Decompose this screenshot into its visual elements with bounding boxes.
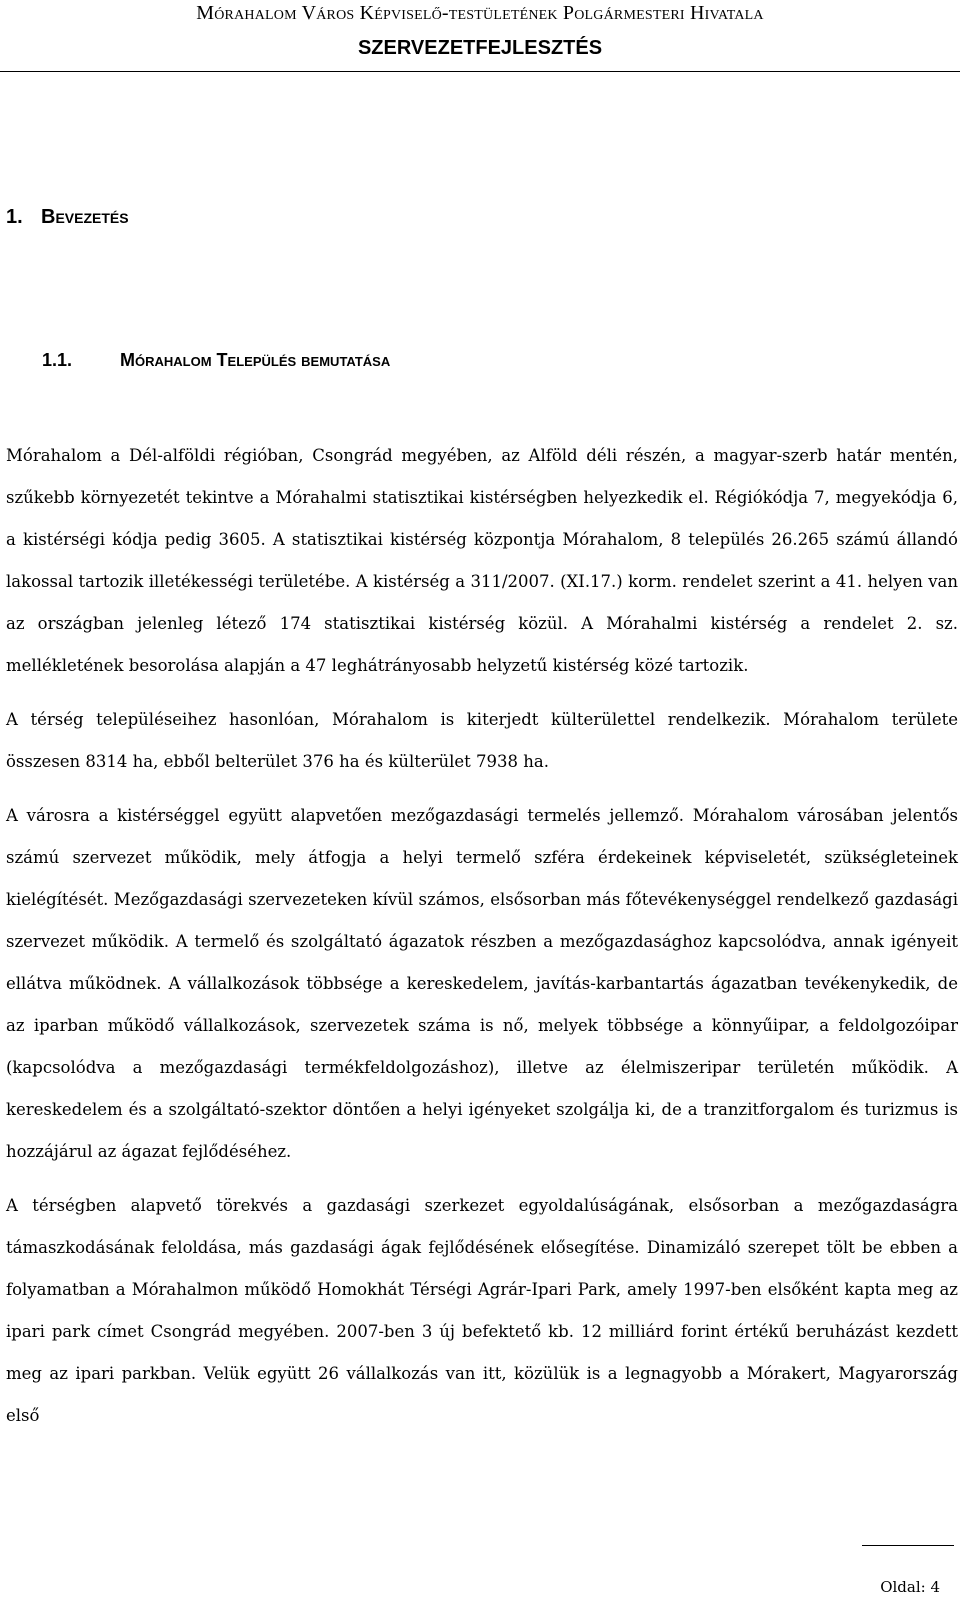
subsection-heading <box>42 350 390 371</box>
paragraph: A városra a kistérséggel együtt alapvetően mezőgazdasági termelés jellemző. Mórahalom városában jelentős számú szervezet működik, mely átfogja a helyi termelő szféra érdekeinek képviseletét, szükségleteinek kielégítését. Mezőgazdasági szervezeteken kívül számos, elsősorban más főtevékenységgel rendelkező gazdasági szervezet működik. A termelő és szolgáltató ágazatok részben a mezőgazdasághoz kapcsolódva, annak igényeit ellátva működnek. A vállalkozások többsége a kereskedelem, javítás-karbantartás ágazatban tevékenykedik, de az iparban működő vállalkozások, szervezetek száma is nő, melyek többsége a könnyűipar, a feldolgozóipar (kapcsolódva a mezőgazdasági termékfeldolgozáshoz), illetve az élelmiszeripar területén működik. A kereskedelem és a szolgáltató-szektor döntően a helyi igényeket szolgálja ki, de a tranzitforgalom és turizmus is hozzájárul az ágazat fejlődéséhez. <box>6 806 958 1161</box>
section-title: Bevezetés <box>41 206 129 228</box>
paragraph: Mórahalom a Dél-alföldi régióban, Csongrád megyében, az Alföld déli részén, a magyar-szerb határ mentén, szűkebb környezetét tekintve a Mórahalmi statisztikai kistérségben helyezkedik el. Régiókódja 7, megyekódja 6, a kistérségi kódja pedig 3605. A statisztikai kistérség központja Mórahalom, 8 település 26.265 számú állandó lakossal tartozik illetékességi területébe. A kistérség a 311/2007. (XI.17.) korm. rendelet szerint a 41. helyen van az országban jelenleg létező 174 statisztikai kistérség közül. A Mórahalmi kistérség a rendelet 2. sz. mellékletének besorolása alapján a 47 leghátrányosabb helyzetű kistérség közé tartozik. <box>6 446 958 675</box>
subsection-title: Mórahalom Település bemutatása <box>120 350 391 370</box>
paragraph: A térség településeihez hasonlóan, Mórahalom is kiterjedt külterülettel rendelkezik. Mórahalom területe összesen 8314 ha, ebből belterület 376 ha és külterület 7938 ha. <box>6 710 958 771</box>
paragraph: A térségben alapvető törekvés a gazdasági szerkezet egyoldalúságának, elsősorban a mezőgazdaságra támaszkodásának feloldása, más gazdasági ágak fejlődésének elősegítése. Dinamizáló szerepet tölt be ebben a folyamatban a Mórahalmon működő Homokhát Térségi Agrár-Ipari Park, amely 1997-ben elsőként kapta meg az ipari park címet Csongrád megyében. 2007-ben 3 új befektető kb. 12 milliárd forint értékű beruházást kezdett meg az ipari parkban. Velük együtt 26 vállalkozás van itt, közülük is a legnagyobb a Mórakert, Magyarország első <box>6 1196 958 1425</box>
header-organization: Mórahalom Város Képviselő-testületének Polgármesteri Hivatala <box>196 2 764 24</box>
footer-divider <box>862 1545 954 1546</box>
section-heading <box>6 206 129 229</box>
header-subtitle: SZERVEZETFEJLESZTÉS <box>357 37 603 59</box>
subsection-number: 1.1. <box>42 350 73 370</box>
section-number: 1. <box>6 206 23 228</box>
body-text <box>6 435 958 1437</box>
page-header <box>0 0 960 72</box>
page-number: Oldal: 4 <box>880 1578 940 1596</box>
